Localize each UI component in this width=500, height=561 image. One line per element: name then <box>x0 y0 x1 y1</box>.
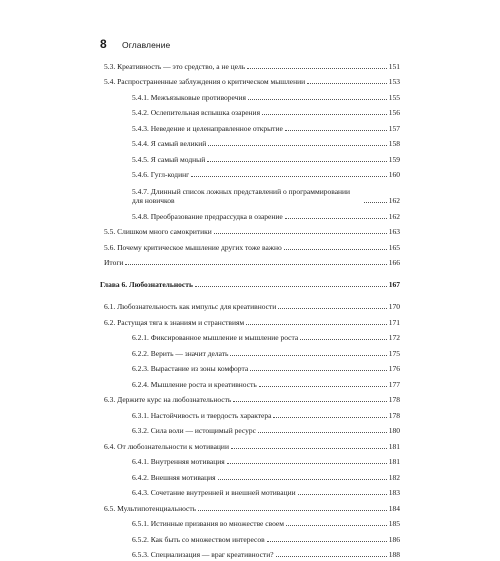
toc-entry-title: 6.2.1. Фиксированное мышление и мышление роста <box>132 333 298 342</box>
toc-entry-title: 6.2.4. Мышление роста и креативность <box>132 380 257 389</box>
dot-leader <box>250 370 387 371</box>
dot-leader <box>191 176 387 177</box>
dot-leader <box>276 556 387 557</box>
toc-entry-title: Итоги <box>104 258 123 267</box>
dot-leader <box>230 355 386 356</box>
toc-entry-page: 155 <box>389 93 400 102</box>
toc-entry-page: 178 <box>389 395 400 404</box>
toc-entry-page: 182 <box>389 473 400 482</box>
dot-leader <box>285 130 387 131</box>
toc-entry-page: 180 <box>389 426 400 435</box>
toc-entry[interactable] <box>100 57 400 73</box>
running-header-title: Оглавление <box>122 40 170 50</box>
dot-leader <box>198 510 387 511</box>
toc-entry[interactable] <box>100 119 400 135</box>
dot-leader <box>125 264 386 265</box>
dot-leader <box>307 83 387 84</box>
toc-entry[interactable] <box>100 422 400 438</box>
dot-leader <box>278 308 386 309</box>
dot-leader <box>247 68 387 69</box>
toc-entry-title: 6.3.2. Сила воли — истощимый ресурс <box>132 426 256 435</box>
dot-leader <box>364 202 387 203</box>
dot-leader <box>231 448 387 449</box>
dot-leader <box>208 145 386 146</box>
toc-entry[interactable] <box>100 181 400 207</box>
toc-entry-page: 157 <box>389 124 400 133</box>
toc-entry-title: 6.4.2. Внешняя мотивация <box>132 473 216 482</box>
toc-entry[interactable] <box>100 484 400 500</box>
toc-entry-title: 5.4. Распространенные заблуждения о критическом мышлении <box>104 77 305 86</box>
toc-entry[interactable] <box>100 468 400 484</box>
dot-leader <box>262 114 387 115</box>
toc-entry-title: 6.5.2. Как быть со множеством интересов <box>132 535 265 544</box>
toc-entry-page: 166 <box>389 258 400 267</box>
toc-entry[interactable] <box>100 150 400 166</box>
toc-entry-title: 6.4. От любознательности к мотивации <box>104 442 229 451</box>
toc-entry-page: 176 <box>389 364 400 373</box>
toc-entry-title: 5.6. Почему критическое мышление других тоже важно <box>104 243 282 252</box>
toc-entry[interactable] <box>100 88 400 104</box>
dot-leader <box>285 218 387 219</box>
dot-leader <box>227 463 387 464</box>
toc-entry-title: 5.4.7. Длинный список ложных представлений о программировании для новичков <box>132 187 362 205</box>
toc-entry-title: 5.4.3. Неведение и целенаправленное открытие <box>132 124 283 133</box>
toc-entry-page: 163 <box>389 227 400 236</box>
dot-leader <box>214 233 387 234</box>
toc-entry-page: 181 <box>389 442 400 451</box>
toc-entry[interactable] <box>100 391 400 407</box>
toc-entry-title: 5.4.1. Межъязыковые противоречия <box>132 93 246 102</box>
toc-entry-title: 6.5.1. Истинные призвания во множестве своем <box>132 519 284 528</box>
toc-entry-title: 6.3. Держите курс на любознательность <box>104 395 231 404</box>
toc-entry[interactable] <box>100 437 400 453</box>
toc-entry-page: 181 <box>389 457 400 466</box>
page-number: 8 <box>100 37 122 51</box>
dot-leader <box>195 286 387 287</box>
dot-leader <box>207 161 387 162</box>
toc-entry[interactable] <box>100 499 400 515</box>
dot-leader <box>267 541 387 542</box>
dot-leader <box>246 324 387 325</box>
toc-entry-page: 177 <box>389 380 400 389</box>
toc-entry-title: 5.4.2. Ослепительная вспышка озарения <box>132 108 260 117</box>
toc-entry-page: 186 <box>389 535 400 544</box>
toc-entry-page: 167 <box>389 280 400 289</box>
dot-leader <box>258 432 387 433</box>
toc-entry-title: 5.4.5. Я самый модный <box>132 155 205 164</box>
toc-entry[interactable] <box>100 73 400 89</box>
dot-leader <box>300 339 387 340</box>
toc-entry[interactable] <box>100 207 400 223</box>
toc-entry-page: 165 <box>389 243 400 252</box>
toc-chapter-entry[interactable] <box>100 276 400 292</box>
toc-entry-page: 170 <box>389 302 400 311</box>
toc-entry-page: 188 <box>389 550 400 559</box>
toc-entry-page: 160 <box>389 170 400 179</box>
toc-entry[interactable] <box>100 375 400 391</box>
toc-entry-title: 6.1. Любознательность как импульс для креативности <box>104 302 276 311</box>
toc-entry-page: 175 <box>389 349 400 358</box>
toc-entry[interactable] <box>100 298 400 314</box>
toc-entry-title: 6.5. Мультипотенциальность <box>104 504 196 513</box>
toc-entry-title: 5.3. Креативность — это средство, а не цель <box>104 62 245 71</box>
toc-entry-title: 6.2.2. Верить — значит делать <box>132 349 228 358</box>
toc-entry[interactable] <box>100 530 400 546</box>
toc-entry[interactable] <box>100 223 400 239</box>
dot-leader <box>286 525 387 526</box>
toc-entry-page: 162 <box>389 196 400 205</box>
toc-entry-page: 184 <box>389 504 400 513</box>
toc-entry-page: 159 <box>389 155 400 164</box>
dot-leader <box>248 99 387 100</box>
toc-entry-page: 183 <box>389 488 400 497</box>
toc-entry-title: 5.4.8. Преобразование предрассудка в озарение <box>132 212 283 221</box>
toc-entry-page: 178 <box>389 411 400 420</box>
toc-entry-page: 158 <box>389 139 400 148</box>
toc-entry-page: 171 <box>389 318 400 327</box>
toc-entry-page: 151 <box>389 62 400 71</box>
dot-leader <box>233 401 386 402</box>
dot-leader <box>298 494 387 495</box>
toc-entry[interactable] <box>100 104 400 120</box>
toc-entry-page: 162 <box>389 212 400 221</box>
toc-entry-title: 5.4.4. Я самый великий <box>132 139 206 148</box>
toc-entry[interactable] <box>100 166 400 182</box>
toc-entry[interactable] <box>100 360 400 376</box>
toc-entry[interactable] <box>100 238 400 254</box>
toc-entry[interactable] <box>100 546 400 561</box>
toc-entry-title: 5.5. Слишком много самокритики <box>104 227 212 236</box>
page-header <box>100 37 170 51</box>
table-of-contents <box>100 57 400 561</box>
toc-entry-title: 6.5.3. Специализация — враг креативности? <box>132 550 274 559</box>
toc-entry-title: Глава 6. Любознательность <box>100 280 193 289</box>
toc-entry-page: 156 <box>389 108 400 117</box>
dot-leader <box>273 417 386 418</box>
toc-entry[interactable] <box>100 344 400 360</box>
toc-entry-title: 6.4.1. Внутренняя мотивация <box>132 457 225 466</box>
toc-entry-title: 6.4.3. Сочетание внутренней и внешней мотивации <box>132 488 296 497</box>
dot-leader <box>218 479 387 480</box>
toc-entry[interactable] <box>100 406 400 422</box>
toc-entry-title: 5.4.6. Гугл-кодинг <box>132 170 189 179</box>
toc-entry-title: 6.3.1. Настойчивость и твердость характера <box>132 411 271 420</box>
toc-entry[interactable] <box>100 135 400 151</box>
toc-entry-page: 153 <box>389 77 400 86</box>
toc-entry[interactable] <box>100 313 400 329</box>
dot-leader <box>259 386 387 387</box>
toc-entry-page: 172 <box>389 333 400 342</box>
toc-entry-title: 6.2.3. Вырастание из зоны комфорта <box>132 364 248 373</box>
toc-entry[interactable] <box>100 254 400 270</box>
toc-entry[interactable] <box>100 453 400 469</box>
toc-entry[interactable] <box>100 515 400 531</box>
toc-entry-page: 185 <box>389 519 400 528</box>
toc-entry[interactable] <box>100 329 400 345</box>
toc-entry-title: 6.2. Растущая тяга к знаниям и странствиям <box>104 318 244 327</box>
dot-leader <box>284 249 387 250</box>
